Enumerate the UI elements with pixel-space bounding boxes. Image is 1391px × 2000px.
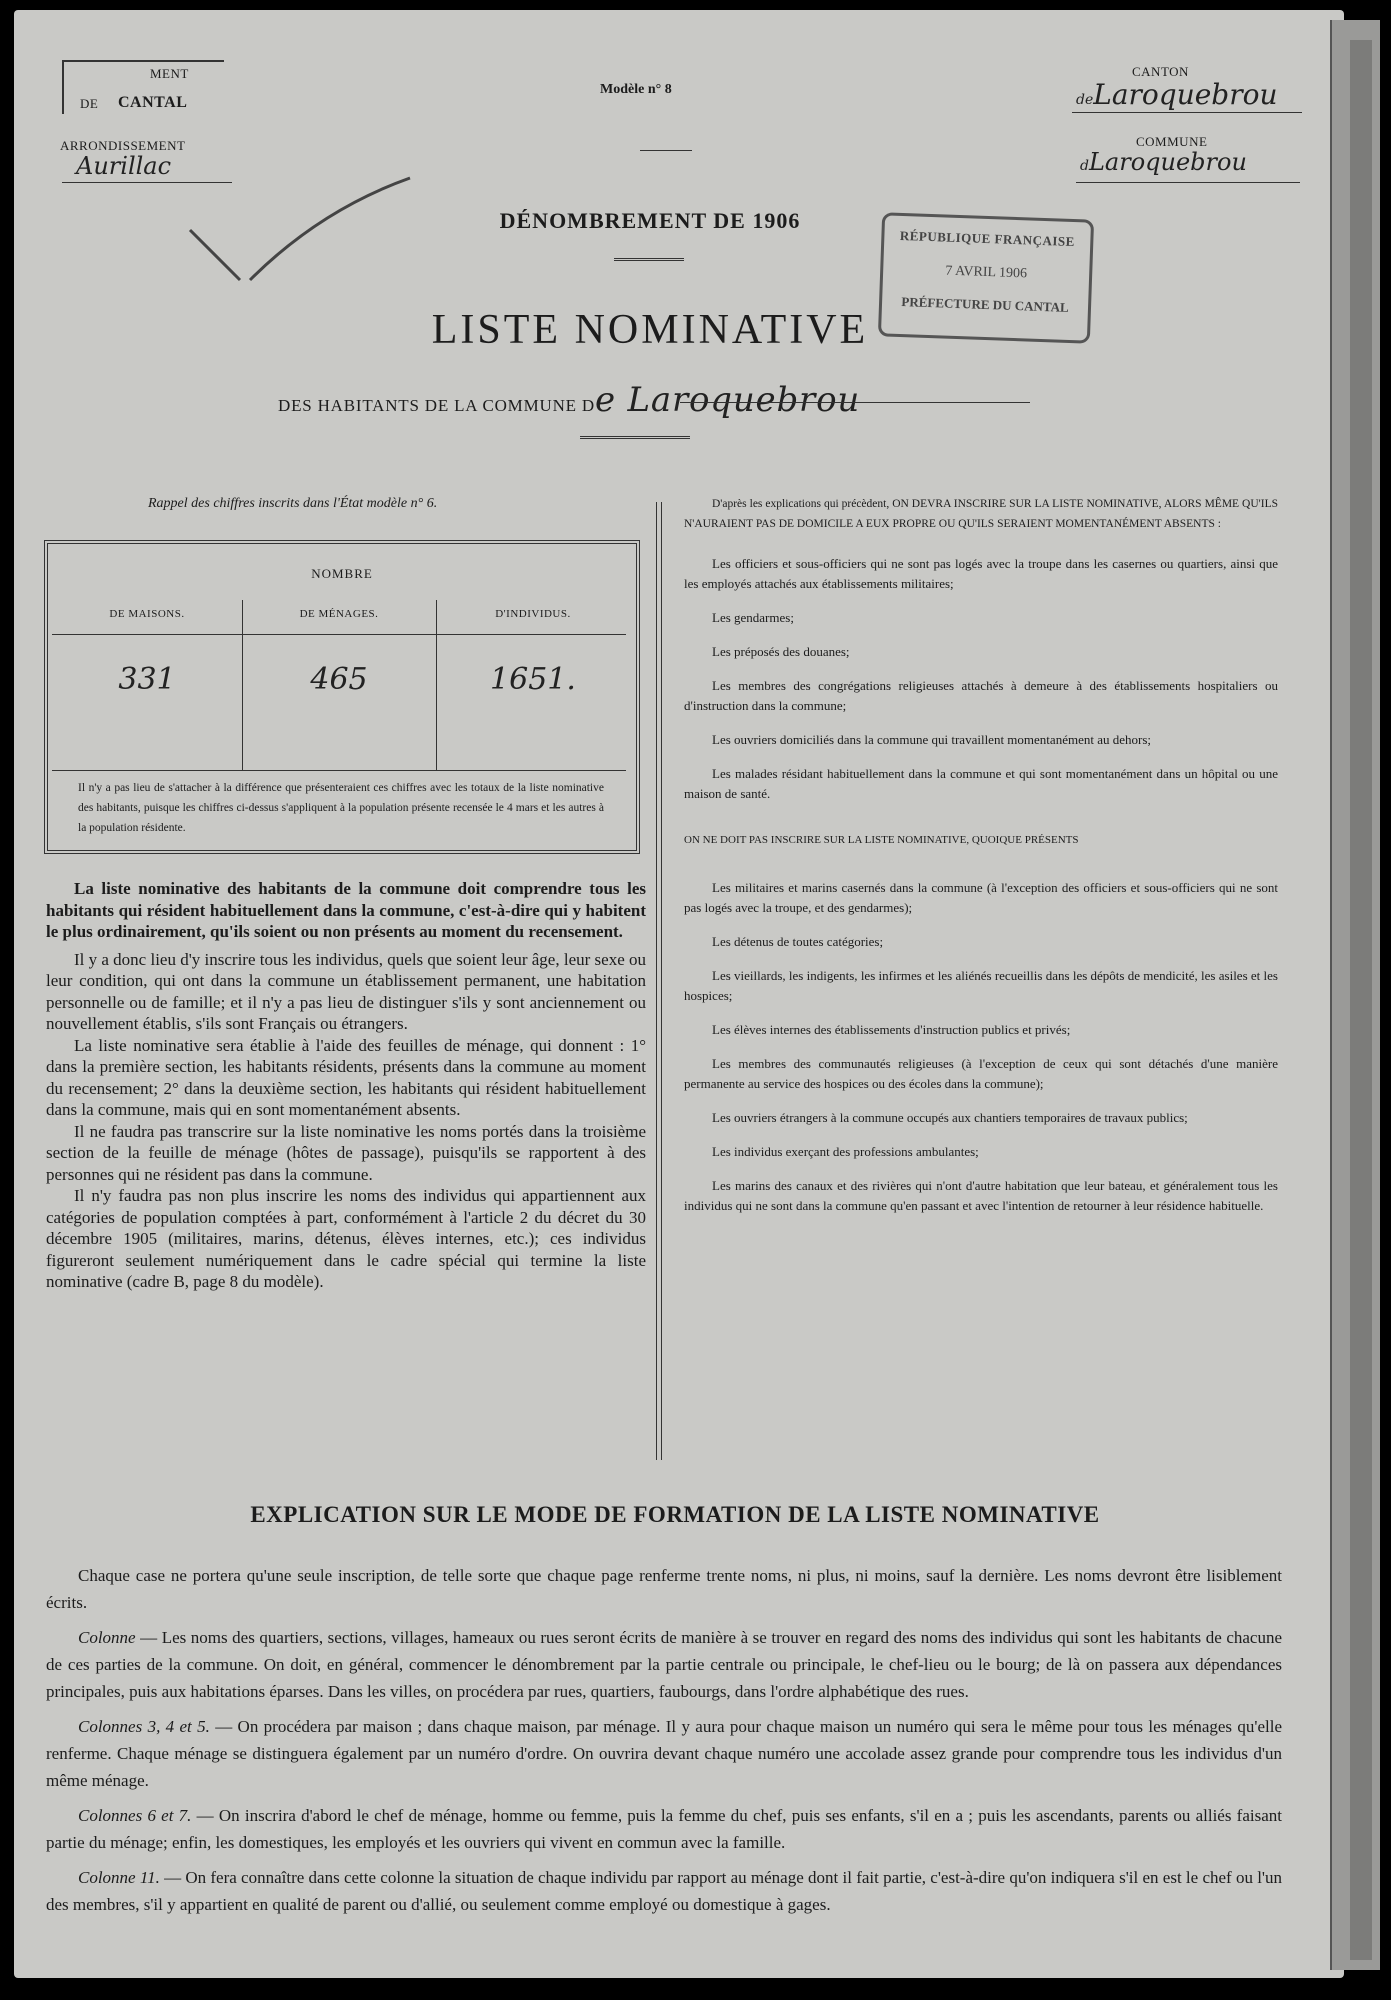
explanation-body: [46, 1562, 1282, 1918]
right-include-item: Les malades résidant habituellement dans la commune et qui sont momentanément dans un hôpital ou une maison de santé.: [684, 766, 1278, 801]
commune-label: COMMUNE: [1136, 134, 1208, 149]
explanation-paragraph: [46, 1713, 1282, 1794]
explanation-paragraph: [46, 1802, 1282, 1856]
stamp-line1: RÉPUBLIQUE FRANÇAISE: [899, 227, 1076, 250]
right-column: [684, 494, 1278, 1230]
table-header-rule: [52, 634, 626, 635]
arrondissement-label: ARRONDISSEMENT: [60, 138, 186, 153]
col-menages: DE MÉNAGES.: [299, 608, 379, 620]
canton-line: [1076, 78, 1278, 111]
right-exclude-item: Les ouvriers étrangers à la commune occupés aux chantiers temporaires de travaux publics;: [712, 1110, 1188, 1125]
main-title: LISTE NOMINATIVE: [431, 307, 869, 353]
value-maisons: 331: [118, 662, 176, 697]
department-name: CANTAL: [118, 94, 188, 111]
explanation-text: — On procédera par maison ; dans chaque maison, par ménage. Il y aura pour chaque maison un numéro qui sera le même pour tous les ménages qu'elle renferme. Chaque ménage se distinguera également par un numéro d'ordre. On ouvrira devant chaque numéro une accolade assez grande pour comprendre tous les individus d'un même ménage.: [46, 1717, 1282, 1790]
subtitle-commune: e Laroquebrou: [594, 380, 861, 420]
right-include-item: Les officiers et sous-officiers qui ne sont pas logés avec la troupe dans les casernes ou quartiers, ainsi que les employés attachés aux établissements militaires;: [684, 556, 1278, 591]
explanation-title: EXPLICATION SUR LE MODE DE FORMATION DE LA LISTE NOMINATIVE: [250, 1502, 1100, 1527]
explanation-text: — On fera connaître dans cette colonne la situation de chaque individu par rapport au ménage dont il fait partie, c'est-à-dire qu'on indiquera s'il en est le chef ou l'un des membres, s'il y appartient en qualité de parent ou d'allié, ou seulement comme employé ou domestique à gages.: [46, 1868, 1282, 1914]
right-intro: D'après les explications qui précèdent, ON DEVRA INSCRIRE SUR LA LISTE NOMINATIVE, ALORS MÊME QU'ILS N'AURAIENT PAS DE DOMICILE A EUX PROPRE OU QU'ILS SERAIENT MOMENTANÉMENT ABSENTS :: [684, 498, 1278, 530]
explanation-paragraph: [46, 1562, 1282, 1616]
explanation-text: Chaque case ne portera qu'une seule inscription, de telle sorte que chaque page renferme trente noms, ni plus, ni moins, sauf la dernière. Les noms devront être lisiblement écrits.: [46, 1566, 1282, 1612]
col-divider-2: [436, 600, 437, 770]
census-title: DÉNOMBREMENT DE 1906: [499, 208, 801, 233]
explanation-lead: Colonnes 3, 4 et 5.: [78, 1717, 210, 1736]
right-exclude-item: Les militaires et marins casernés dans la commune (à l'exception des officiers et sous-officiers qui ne sont pas logés avec la troupe, et des gendarmes);: [684, 880, 1278, 915]
right-exclude-item: Les membres des communautés religieuses (à l'exception de ceux qui sont détachés d'une manière permanente au service des hospices ou des écoles dans la commune);: [684, 1056, 1278, 1091]
commune-prefix: d: [1080, 158, 1089, 174]
left-paragraph: Il ne faudra pas transcrire sur la liste nominative les noms portés dans la troisième section de la feuille de ménage (hôtes de passage), puisqu'ils se rapportent à des personnes qui ne résident pas dans la commune.: [46, 1121, 646, 1184]
right-include-item: Les ouvriers domiciliés dans la commune qui travaillent momentanément au dehors;: [712, 732, 1151, 747]
department-partial: MENT: [150, 66, 189, 81]
column-divider: [656, 502, 662, 1460]
right-include-item: Les membres des congrégations religieuses attachés à demeure à des établissements hospitaliers ou d'instruction dans la commune;: [684, 678, 1278, 713]
department-prefix: DE: [80, 96, 99, 111]
left-paragraph: Il n'y faudra pas non plus inscrire les noms des individus qui appartiennent aux catégories de population comptées à part, conformément à l'article 2 du décret du 30 décembre 1905 (militaires, marins, détenus, élèves internes, etc.); ces individus figureront seulement numériquement dans le cadre spécial qui termine la liste nominative (cadre B, page 8 du modèle).: [46, 1186, 646, 1291]
census-ornament: [614, 258, 684, 261]
right-exclude-item: Les détenus de toutes catégories;: [712, 934, 884, 949]
explanation-lead: Colonne: [78, 1628, 136, 1647]
col-individus: D'INDIVIDUS.: [495, 608, 571, 620]
left-paragraph: Il y a donc lieu d'y inscrire tous les individus, quels que soient leur âge, leur sexe ou leur condition, qui ont dans la commune un établissement permanent, une habitation personnelle ou de famille; et il n'y a pas lieu de distinguer s'ils y sont anciennement ou nouvellement établis, s'ils sont Français ou étrangers.: [46, 949, 646, 1033]
right-exclude-item: Les individus exerçant des professions ambulantes;: [712, 1144, 979, 1159]
right-exclude-item: Les vieillards, les indigents, les infirmes et les aliénés recueillis dans les dépôts de mendicité, les asiles et les hospices;: [684, 968, 1278, 1003]
commune-rule: [1076, 182, 1300, 183]
table-header: NOMBRE: [311, 566, 373, 581]
right-exclude-item: Les marins des canaux et des rivières qui n'ont d'autre habitation que leur bateau, et généralement tous les individus qui ne sont dans la commune qu'en passant et avec l'intention de retourner à leur résidence habituelle.: [684, 1178, 1278, 1213]
explanation-paragraph: [46, 1624, 1282, 1705]
value-individus: 1651.: [490, 662, 576, 697]
col-maisons: DE MAISONS.: [109, 608, 185, 620]
right-include-item: Les préposés des douanes;: [712, 644, 850, 659]
stamp-date: 7 AVRIL 1906: [945, 263, 1028, 282]
canton-label: CANTON: [1132, 64, 1189, 79]
stamp-line3: PRÉFECTURE DU CANTAL: [901, 294, 1069, 315]
right-include-item: Les gendarmes;: [712, 610, 794, 625]
model-label: Modèle n° 8: [600, 82, 672, 97]
right-exclude-item: Les élèves internes des établissements d'instruction publics et privés;: [712, 1022, 1071, 1037]
explanation-lead: Colonnes 6 et 7.: [78, 1806, 192, 1825]
subtitle-rule: [680, 402, 1030, 403]
commune-line: [1080, 148, 1247, 176]
recall-caption: Rappel des chiffres inscrits dans l'État modèle n° 6.: [148, 496, 438, 511]
value-menages: 465: [310, 662, 368, 697]
commune-value: Laroquebrou: [1088, 148, 1247, 176]
arrondissement-value: Aurillac: [76, 152, 172, 180]
explanation-text: — Les noms des quartiers, sections, villages, hameaux ou rues seront écrits de manière à se trouver en regard des noms des individus qui sont les habitants de chacune de ces parties de la commune. On doit, en général, commencer le dénombrement par la partie centrale ou principale, le chef-lieu ou le bourg; de là on passera aux dépendances principales, puis aux habitations éparses. Dans les villes, on procédera par rues, quartiers, faubourgs, dans l'ordre alphabétique des rues.: [46, 1628, 1282, 1701]
explanation-text: — On inscrira d'abord le chef de ménage, homme ou femme, puis la femme du chef, puis ses enfants, s'il en a ; puis les ascendants, parents ou alliés faisant partie du ménage; enfin, les domestiques, les employés et les ouvriers qui vivent en commun avec la famille.: [46, 1806, 1282, 1852]
page-edge-shadow: [1350, 40, 1372, 1960]
left-column: [46, 878, 646, 1293]
left-paragraph: La liste nominative sera établie à l'aide des feuilles de ménage, qui donnent : 1° dans la première section, les habitants résidents, présents dans la commune au moment du recensement; 2° dans la deuxième section, les habitants qui résident habituellement dans la commune, mais qui en sont momentanément absents.: [46, 1035, 646, 1119]
canton-value: Laroquebrou: [1093, 78, 1278, 111]
table-note: Il n'y a pas lieu de s'attacher à la différence que présenteraient ces chiffres avec les totaux de la liste nominative des habitants, puisque les chiffres ci-dessus s'appliquent à la population présente recensée le 4 mars et les autres à la population résidente.: [78, 782, 604, 834]
explanation-paragraph: [46, 1864, 1282, 1918]
explanation-lead: Colonne 11.: [78, 1868, 160, 1887]
canton-prefix: de: [1076, 92, 1094, 108]
counts-table: [44, 540, 640, 854]
subtitle-ornament: [580, 436, 690, 439]
subtitle-prefix: DES HABITANTS DE LA COMMUNE D: [278, 396, 595, 415]
right-exclude-heading: ON NE DOIT PAS INSCRIRE SUR LA LISTE NOMINATIVE, QUOIQUE PRÉSENTS: [684, 834, 1079, 846]
table-note-rule: [52, 770, 626, 771]
canton-rule: [1072, 112, 1302, 113]
subtitle: [278, 380, 860, 420]
col-divider-1: [242, 600, 243, 770]
model-rule: [640, 150, 692, 151]
left-paragraph: La liste nominative des habitants de la commune doit comprendre tous les habitants qui résident habituellement dans la commune, c'est-à-dire qui y habitent le plus ordinairement, qu'ils soient ou non présents au moment du recensement.: [46, 879, 646, 941]
